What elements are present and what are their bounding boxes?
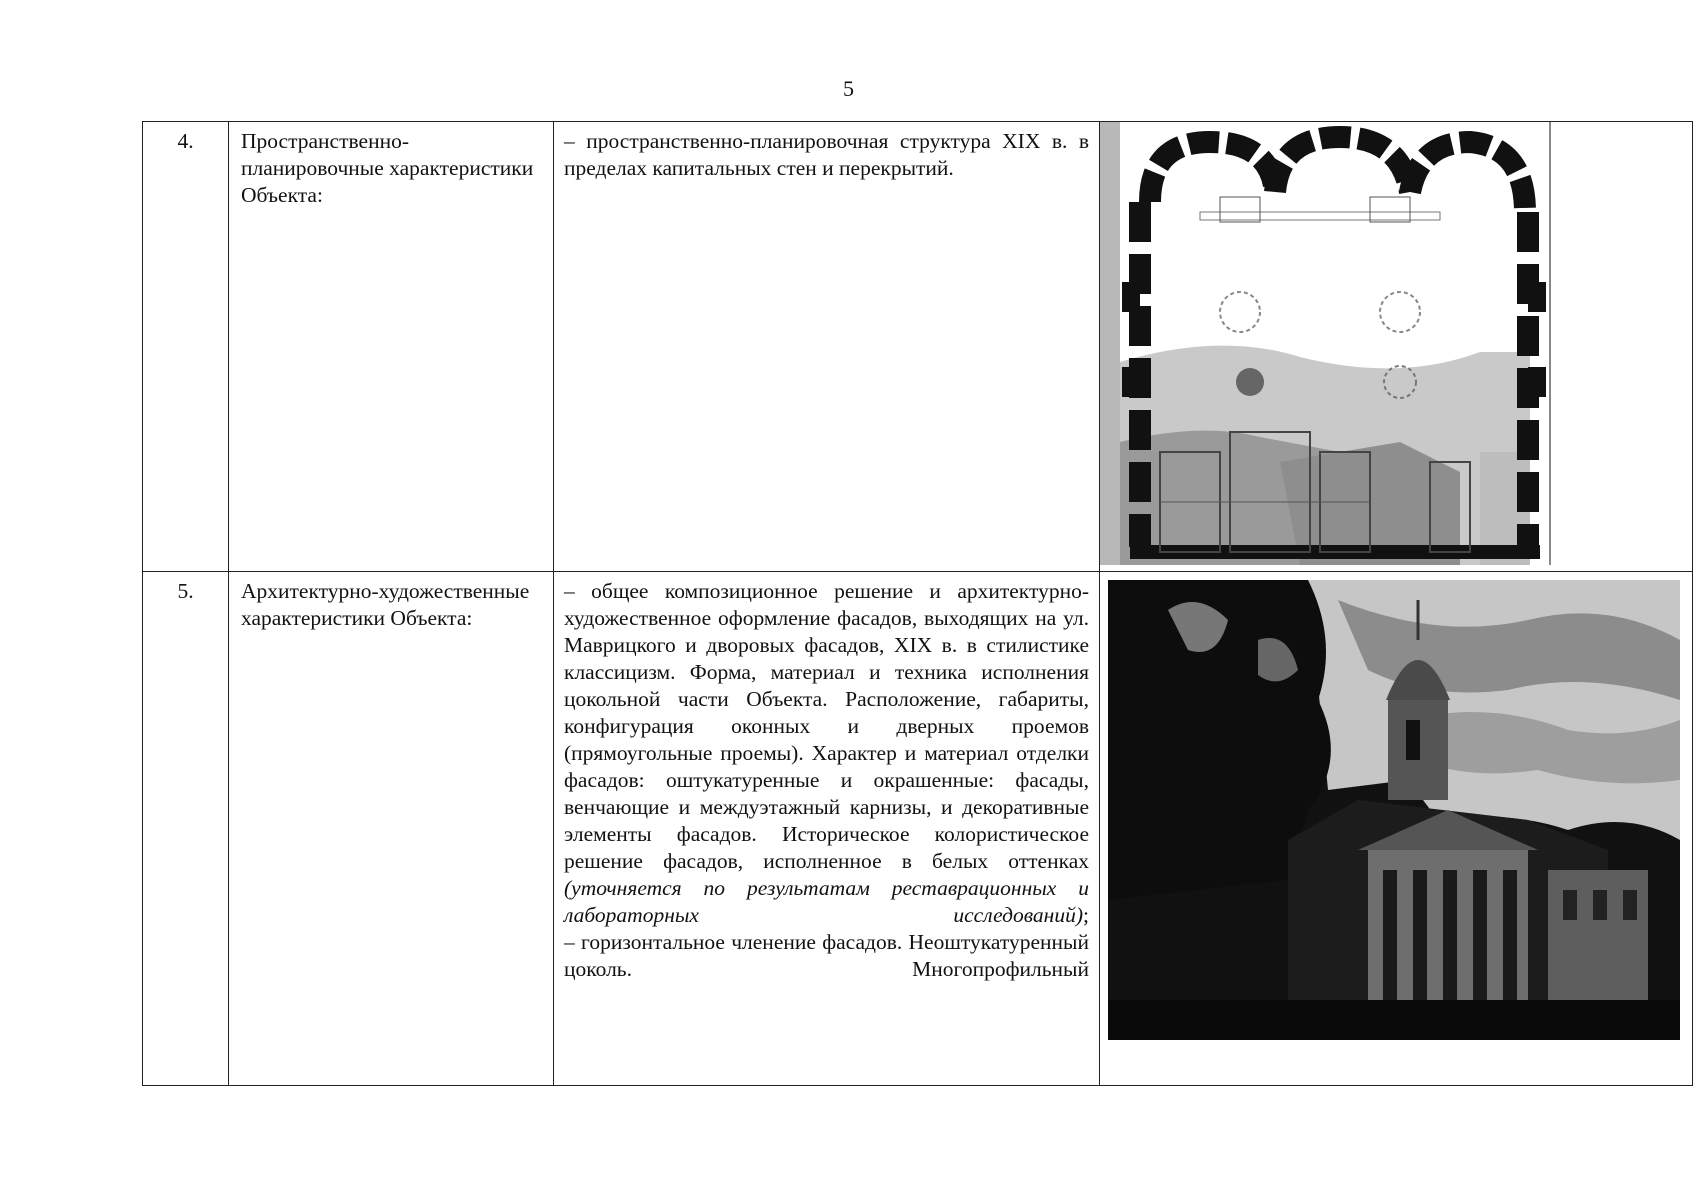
church-photo-cell xyxy=(1100,572,1693,1086)
table-row xyxy=(143,122,1693,572)
description-paragraph: – горизонтальное членение фасадов. Неоштукатуренный цоколь. Многопрофильный xyxy=(564,930,1089,981)
description-paragraph xyxy=(564,578,1089,929)
floor-plan-image xyxy=(1100,122,1692,565)
floor-plan-cell xyxy=(1100,122,1693,572)
row-description xyxy=(554,572,1100,1086)
row-number: 5. xyxy=(143,572,229,1086)
description-punct: ; xyxy=(1083,903,1089,927)
table-row xyxy=(143,572,1693,1086)
row-title: Пространственно-планировочные характеристики Объекта: xyxy=(229,122,554,572)
description-paragraph: – пространственно-планировочная структура XIX в. в пределах капитальных стен и перекрытий. xyxy=(564,129,1089,180)
row-title: Архитектурно-художественные характеристики Объекта: xyxy=(229,572,554,1086)
church-photo xyxy=(1100,572,1692,1040)
row-number: 4. xyxy=(143,122,229,572)
page-number: 5 xyxy=(843,76,854,101)
row-description xyxy=(554,122,1100,572)
description-italic: (уточняется по результатам реставрационных и лабораторных исследований) xyxy=(564,876,1089,927)
characteristics-table xyxy=(142,121,1693,1086)
description-text: – общее композиционное решение и архитектурно-художественное оформление фасадов, выходящих на ул. Маврицкого и дворовых фасадов, XIX в. в стилистике классицизм. Форма, материал и техника исполнения цокольной части Объекта. Расположение, габариты, конфигурация оконных и дверных проемов (прямоугольные проемы). Характер и материал отделки фасадов: оштукатуренные и окрашенные: фасады, венчающие и междуэтажный карнизы, и декоративные элементы фасадов. Историческое колористическое решение фасадов, исполненное в белых оттенках xyxy=(564,579,1089,873)
